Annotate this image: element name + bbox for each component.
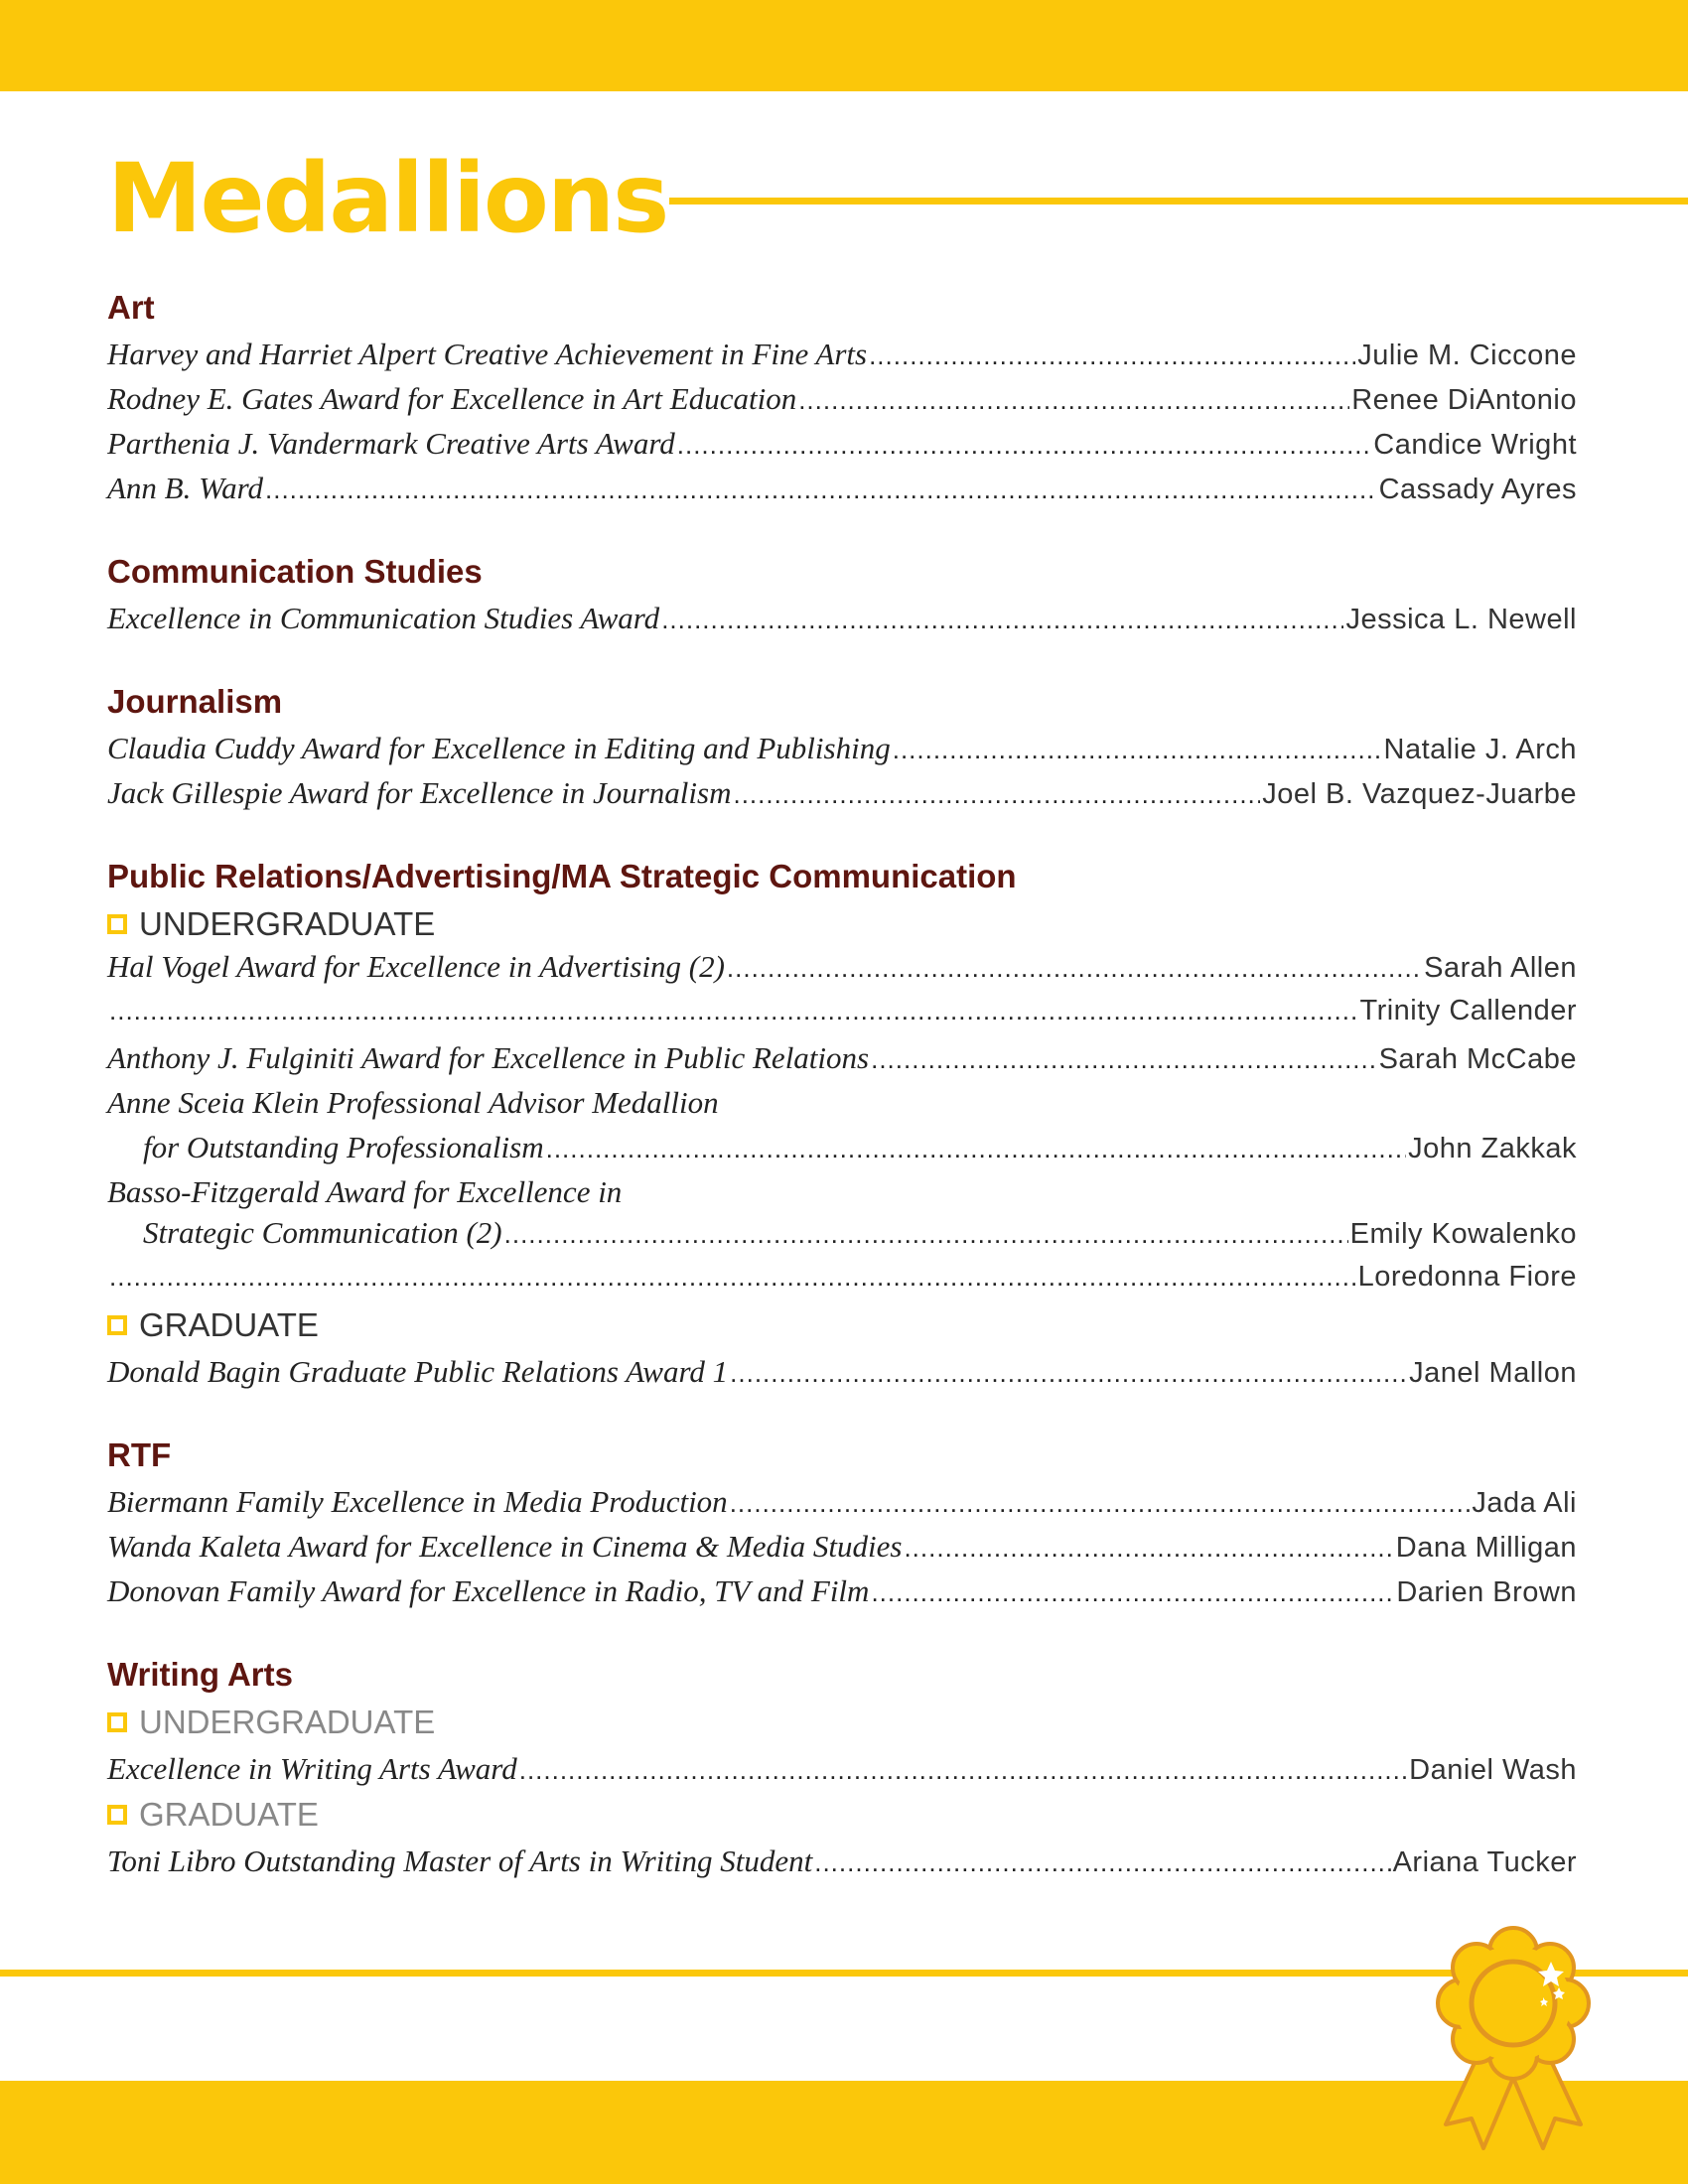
award-title: Strategic Communication (2) <box>143 1215 502 1250</box>
award-title: for Outstanding Professionalism <box>143 1130 544 1164</box>
dot-leader <box>109 992 1357 1029</box>
recipient-name: Renee DiAntonio <box>1351 384 1577 416</box>
dot-leader <box>871 1570 1394 1615</box>
award-row <box>107 948 1577 986</box>
dot-leader <box>546 1127 1406 1171</box>
award-row <box>107 1524 1577 1569</box>
dot-leader <box>869 334 1355 378</box>
recipient-name: Ariana Tucker <box>1392 1846 1577 1878</box>
dot-leader <box>871 1037 1376 1082</box>
award-row <box>107 1839 1577 1883</box>
awards-list <box>107 284 1577 1921</box>
subheading-label: UNDERGRADUATE <box>139 905 436 942</box>
section-heading: Art <box>107 289 155 326</box>
title-rule <box>669 198 1688 205</box>
recipient-name: Jada Ali <box>1472 1487 1577 1519</box>
subheading-undergraduate <box>107 1699 1577 1746</box>
award-title: Claudia Cuddy Award for Excellence in Editing and Publishing <box>107 731 891 765</box>
section-writing-arts <box>107 1651 1577 1883</box>
section-communication-studies <box>107 548 1577 640</box>
award-row <box>107 726 1577 770</box>
award-title-line1: Anne Sceia Klein Professional Advisor Medallion <box>107 1085 719 1120</box>
dot-leader <box>519 1748 1407 1793</box>
recipient-name: Joel B. Vazquez-Juarbe <box>1262 778 1577 810</box>
section-heading: RTF <box>107 1436 172 1473</box>
recipient-name: Daniel Wash <box>1409 1754 1577 1786</box>
award-row <box>107 1569 1577 1613</box>
dot-leader <box>730 1351 1407 1396</box>
recipient-name: Dana Milligan <box>1395 1532 1577 1564</box>
recipient-name: Sarah Allen <box>1424 952 1577 984</box>
dot-leader <box>893 728 1382 772</box>
subheading-graduate <box>107 1301 1577 1349</box>
award-title-line1: Basso-Fitzgerald Award for Excellence in <box>107 1174 623 1209</box>
award-row <box>107 1125 1577 1169</box>
recipient-name: Cassady Ayres <box>1378 474 1577 505</box>
recipient-name: Emily Kowalenko <box>1349 1218 1577 1250</box>
dot-leader <box>265 468 1377 512</box>
award-title: Parthenia J. Vandermark Creative Arts Award <box>107 426 675 461</box>
award-title: Excellence in Writing Arts Award <box>107 1751 517 1786</box>
section-public-relations <box>107 853 1577 1394</box>
award-row <box>107 466 1577 510</box>
dot-leader <box>727 949 1422 987</box>
award-row <box>107 376 1577 421</box>
page-title: Medallions <box>107 143 668 254</box>
award-title: Jack Gillespie Award for Excellence in Journalism <box>107 775 732 810</box>
award-title: Toni Libro Outstanding Master of Arts in Writing Student <box>107 1843 813 1878</box>
award-title: Donald Bagin Graduate Public Relations Award 1 <box>107 1354 729 1389</box>
top-color-band <box>0 0 1688 91</box>
dot-leader <box>661 598 1343 642</box>
award-title: Ann B. Ward <box>107 471 264 505</box>
recipient-name: Julie M. Ciccone <box>1357 340 1577 371</box>
dot-leader <box>904 1526 1393 1570</box>
section-rtf <box>107 1432 1577 1613</box>
section-heading: Public Relations/Advertising/MA Strategic Communication <box>107 858 1017 894</box>
award-row <box>107 421 1577 466</box>
square-bullet-icon <box>107 1805 127 1825</box>
award-row <box>107 1035 1577 1080</box>
award-title: Biermann Family Excellence in Media Production <box>107 1484 728 1519</box>
recipient-name: Sarah McCabe <box>1378 1043 1577 1075</box>
recipient-name: Loredonna Fiore <box>1357 1261 1577 1293</box>
dot-leader <box>730 1481 1471 1526</box>
dot-leader <box>677 423 1372 468</box>
award-title: Harvey and Harriet Alpert Creative Achievement in Fine Arts <box>107 337 868 371</box>
award-title: Donovan Family Award for Excellence in Radio, TV and Film <box>107 1573 870 1608</box>
dot-leader <box>109 1258 1356 1296</box>
square-bullet-icon <box>107 1712 127 1732</box>
award-title: Excellence in Communication Studies Award <box>107 601 660 635</box>
award-row <box>107 1746 1577 1791</box>
square-bullet-icon <box>107 914 127 934</box>
recipient-name: Natalie J. Arch <box>1383 734 1577 765</box>
award-title: Anthony J. Fulginiti Award for Excellence in Public Relations <box>107 1040 870 1075</box>
dot-leader <box>733 772 1260 817</box>
section-art <box>107 284 1577 510</box>
award-row <box>107 770 1577 815</box>
dot-leader <box>798 378 1349 423</box>
subheading-label: GRADUATE <box>139 1796 319 1833</box>
award-row <box>107 1479 1577 1524</box>
recipient-name: Candice Wright <box>1373 429 1577 461</box>
section-heading: Writing Arts <box>107 1656 293 1693</box>
recipient-name: Darien Brown <box>1396 1576 1577 1608</box>
award-row-continued <box>107 992 1577 1029</box>
award-row <box>107 332 1577 376</box>
award-ribbon-icon <box>1426 1918 1601 2156</box>
subheading-undergraduate <box>107 900 1577 948</box>
dot-leader <box>814 1841 1390 1885</box>
subheading-graduate <box>107 1791 1577 1839</box>
award-row-continued <box>107 1258 1577 1296</box>
section-heading: Communication Studies <box>107 553 483 590</box>
title-row <box>107 139 1688 258</box>
award-title: Rodney E. Gates Award for Excellence in Art Education <box>107 381 797 416</box>
award-row <box>107 1349 1577 1394</box>
subheading-label: GRADUATE <box>139 1306 319 1343</box>
recipient-name: Janel Mallon <box>1409 1357 1577 1389</box>
award-row <box>107 596 1577 640</box>
recipient-name: Trinity Callender <box>1359 995 1577 1026</box>
award-title: Hal Vogel Award for Excellence in Advertising (2) <box>107 949 725 984</box>
subheading-label: UNDERGRADUATE <box>139 1704 436 1740</box>
award-title: Wanda Kaleta Award for Excellence in Cinema & Media Studies <box>107 1529 903 1564</box>
square-bullet-icon <box>107 1315 127 1335</box>
recipient-name: John Zakkak <box>1408 1133 1577 1164</box>
recipient-name: Jessica L. Newell <box>1345 604 1577 635</box>
dot-leader <box>504 1215 1348 1253</box>
section-heading: Journalism <box>107 683 283 720</box>
section-journalism <box>107 678 1577 815</box>
award-row <box>107 1214 1577 1252</box>
